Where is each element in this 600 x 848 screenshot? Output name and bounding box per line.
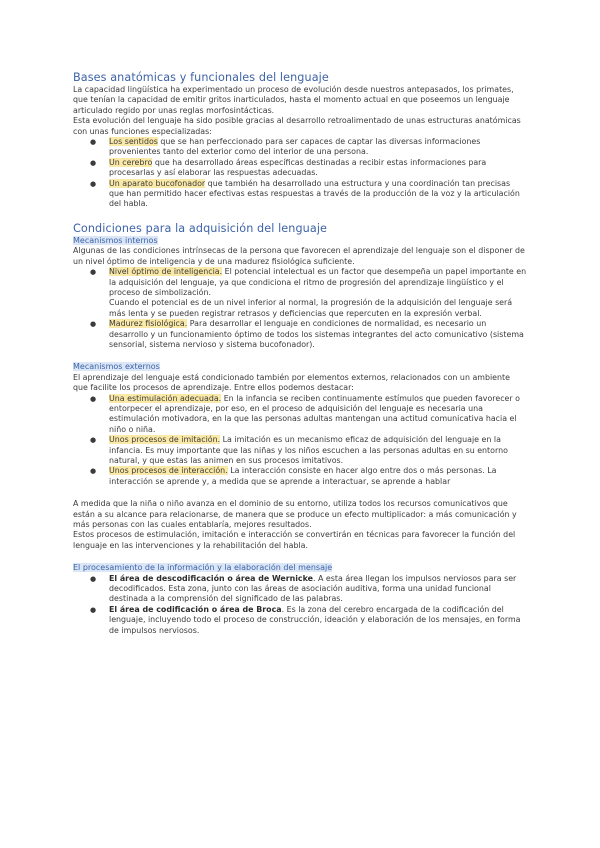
list-item-text: que ha desarrollado áreas específicas destinadas a recibir estas informaciones para procesarlas y así elaborar las respuestas adecuadas. — [109, 157, 487, 178]
bullet-icon: ● — [90, 436, 97, 445]
bullet-icon: ● — [90, 158, 97, 167]
bullet-list-internos — [73, 267, 527, 350]
highlighted-term: Una estimulación adecuada. — [109, 393, 222, 403]
list-item — [90, 466, 527, 487]
list-item-text: que se han perfeccionado para ser capaces de captar las diversas informaciones provenientes tanto del exterior como del interior de una persona. — [109, 137, 481, 157]
list-item — [90, 137, 527, 158]
list-item-extra: Cuando el potencial es de un nivel inferior al normal, la progresión de la adquisición del lenguaje será más lenta y se pueden registrar retrasos y deficiencias que repercuten en la expresión verbal. — [109, 298, 513, 318]
bullet-icon: ● — [90, 467, 97, 476]
list-item-text: Para desarrollar el lenguaje en condiciones de normalidad, es necesario un desarrollo y un funcionamiento óptimo de todos los sistemas integrantes del acto comunicativo (sistema sensorial, sistema nervioso y sistema bucofonador). — [109, 319, 524, 349]
paragraph: Algunas de las condiciones intrínsecas de la persona que favorecen el aprendizaje del lenguaje son el disponer de un nivel óptimo de inteligencia y de una madurez fisiológica suficiente. — [73, 246, 525, 266]
section-title-bases: Bases anatómicas y funcionales del lenguaje — [73, 71, 329, 84]
list-item — [90, 604, 527, 636]
highlighted-term: Unos procesos de imitación. — [109, 435, 221, 445]
bold-term: El área de codificación o área de Broca — [109, 604, 282, 614]
bullet-icon: ● — [90, 394, 97, 403]
list-item-text: La interacción consiste en hacer algo entre dos o más personas. La interacción se aprende y, a medida que se aprende a interactuar, se aprende a hablar — [109, 466, 497, 486]
list-item — [90, 319, 527, 350]
section-title-condiciones: Condiciones para la adquisición del lenguaje — [73, 221, 328, 235]
bold-term: El área de descodificación o área de Wernicke — [109, 573, 313, 583]
highlighted-term: Nivel óptimo de inteligencia. — [109, 267, 223, 277]
paragraph: A medida que la niña o niño avanza en el dominio de su entorno, utiliza todos los recursos comunicativos que están a su alcance para relacionarse, de manera que se produce un efecto multiplicador: a más comunicación y más personas con las cuales entablaría, mejores resultados. — [73, 499, 517, 530]
highlighted-term: Madurez fisiológica. — [109, 319, 188, 329]
bullet-icon: ● — [90, 320, 97, 329]
list-item-text: El potencial intelectual es un factor que desempeña un papel importante en la adquisición del lenguaje, ya que condiciona el ritmo de progresión del aprendizaje lingüístico y el proceso de simbolización. — [109, 267, 527, 297]
document-content — [73, 71, 527, 636]
highlighted-term: Un aparato bucofonador — [109, 178, 206, 188]
bullet-icon: ● — [90, 574, 97, 583]
paragraph: Esta evolución del lenguaje ha sido posible gracias al desarrollo retroalimentado de unas estructuras anatómicas con unas funciones especializadas: — [73, 116, 521, 136]
list-item — [90, 178, 527, 210]
paragraph: El aprendizaje del lenguaje está condicionado también por elementos externos, relacionados con un ambiente que facilite los procesos de aprendizaje. Entre ellos podemos destacar: — [73, 372, 510, 393]
bullet-list-externos — [73, 394, 527, 488]
bullet-list-structures — [73, 137, 527, 210]
list-item-text: que también ha desarrollado una estructura y una coordinación tan precisas que han permitido hacer efectivas estas respuestas a través de la producción de la voz y la articulación del habla. — [109, 178, 520, 209]
highlighted-term: Los sentidos — [109, 137, 158, 147]
subheading-procesamiento: El procesamiento de la información y la elaboración del mensaje — [73, 563, 333, 573]
list-item — [90, 435, 527, 466]
list-item — [90, 157, 527, 179]
highlighted-term: Unos procesos de interacción. — [109, 466, 228, 476]
list-item-text: La imitación es un mecanismo eficaz de adquisición del lenguaje en la infancia. Es muy importante que las niñas y los niños escuchen a las personas adultas en su entorno natural, y que estas las animen en sus procesos imitativos. — [109, 435, 508, 465]
subheading-externos: Mecanismos externos — [73, 362, 160, 372]
paragraph: La capacidad lingüística ha experimentado un proceso de evolución desde nuestros antepasados, los primates, que tenían la capacidad de emitir gritos inarticulados, hasta el momento actual en que poseemos un lenguaje articulado regido por unas reglas morfosintácticas. — [73, 85, 514, 115]
list-item — [90, 393, 527, 436]
subheading-internos: Mecanismos internos — [73, 235, 158, 245]
list-item — [90, 267, 527, 319]
list-item — [90, 573, 527, 605]
list-item-text: . Es la zona del cerebro encargada de la codificación del lenguaje, incluyendo todo el proceso de construcción, ideación y elaboración de los mensajes, en forma de impulsos nerviosos. — [109, 604, 521, 635]
list-item-text: En la infancia se reciben continuamente estímulos que pueden favorecer o entorpecer el aprendizaje, por eso, en el proceso de adquisición del lenguaje es necesaria una estimulación motivadora, en la que las personas adultas mantengan una actitud comunicativa hacia el niño o niña. — [109, 393, 520, 434]
bullet-icon: ● — [90, 268, 97, 277]
bullet-icon: ● — [90, 605, 97, 614]
paragraph: Estos procesos de estimulación, imitación e interacción se convertirán en técnicas para favorecer la función del lenguaje en las intervenciones y la rehabilitación del habla. — [73, 530, 516, 550]
list-item-text: . A esta área llegan los impulsos nerviosos para ser decodificados. Esta zona, junto con las áreas de asociación auditiva, forma una unidad funcional destinada a la comprensión del significado de las palabras. — [109, 573, 517, 604]
bullet-icon: ● — [90, 179, 97, 188]
bullet-list-areas — [73, 574, 527, 636]
highlighted-term: Un cerebro — [109, 157, 153, 167]
bullet-icon: ● — [90, 138, 97, 147]
